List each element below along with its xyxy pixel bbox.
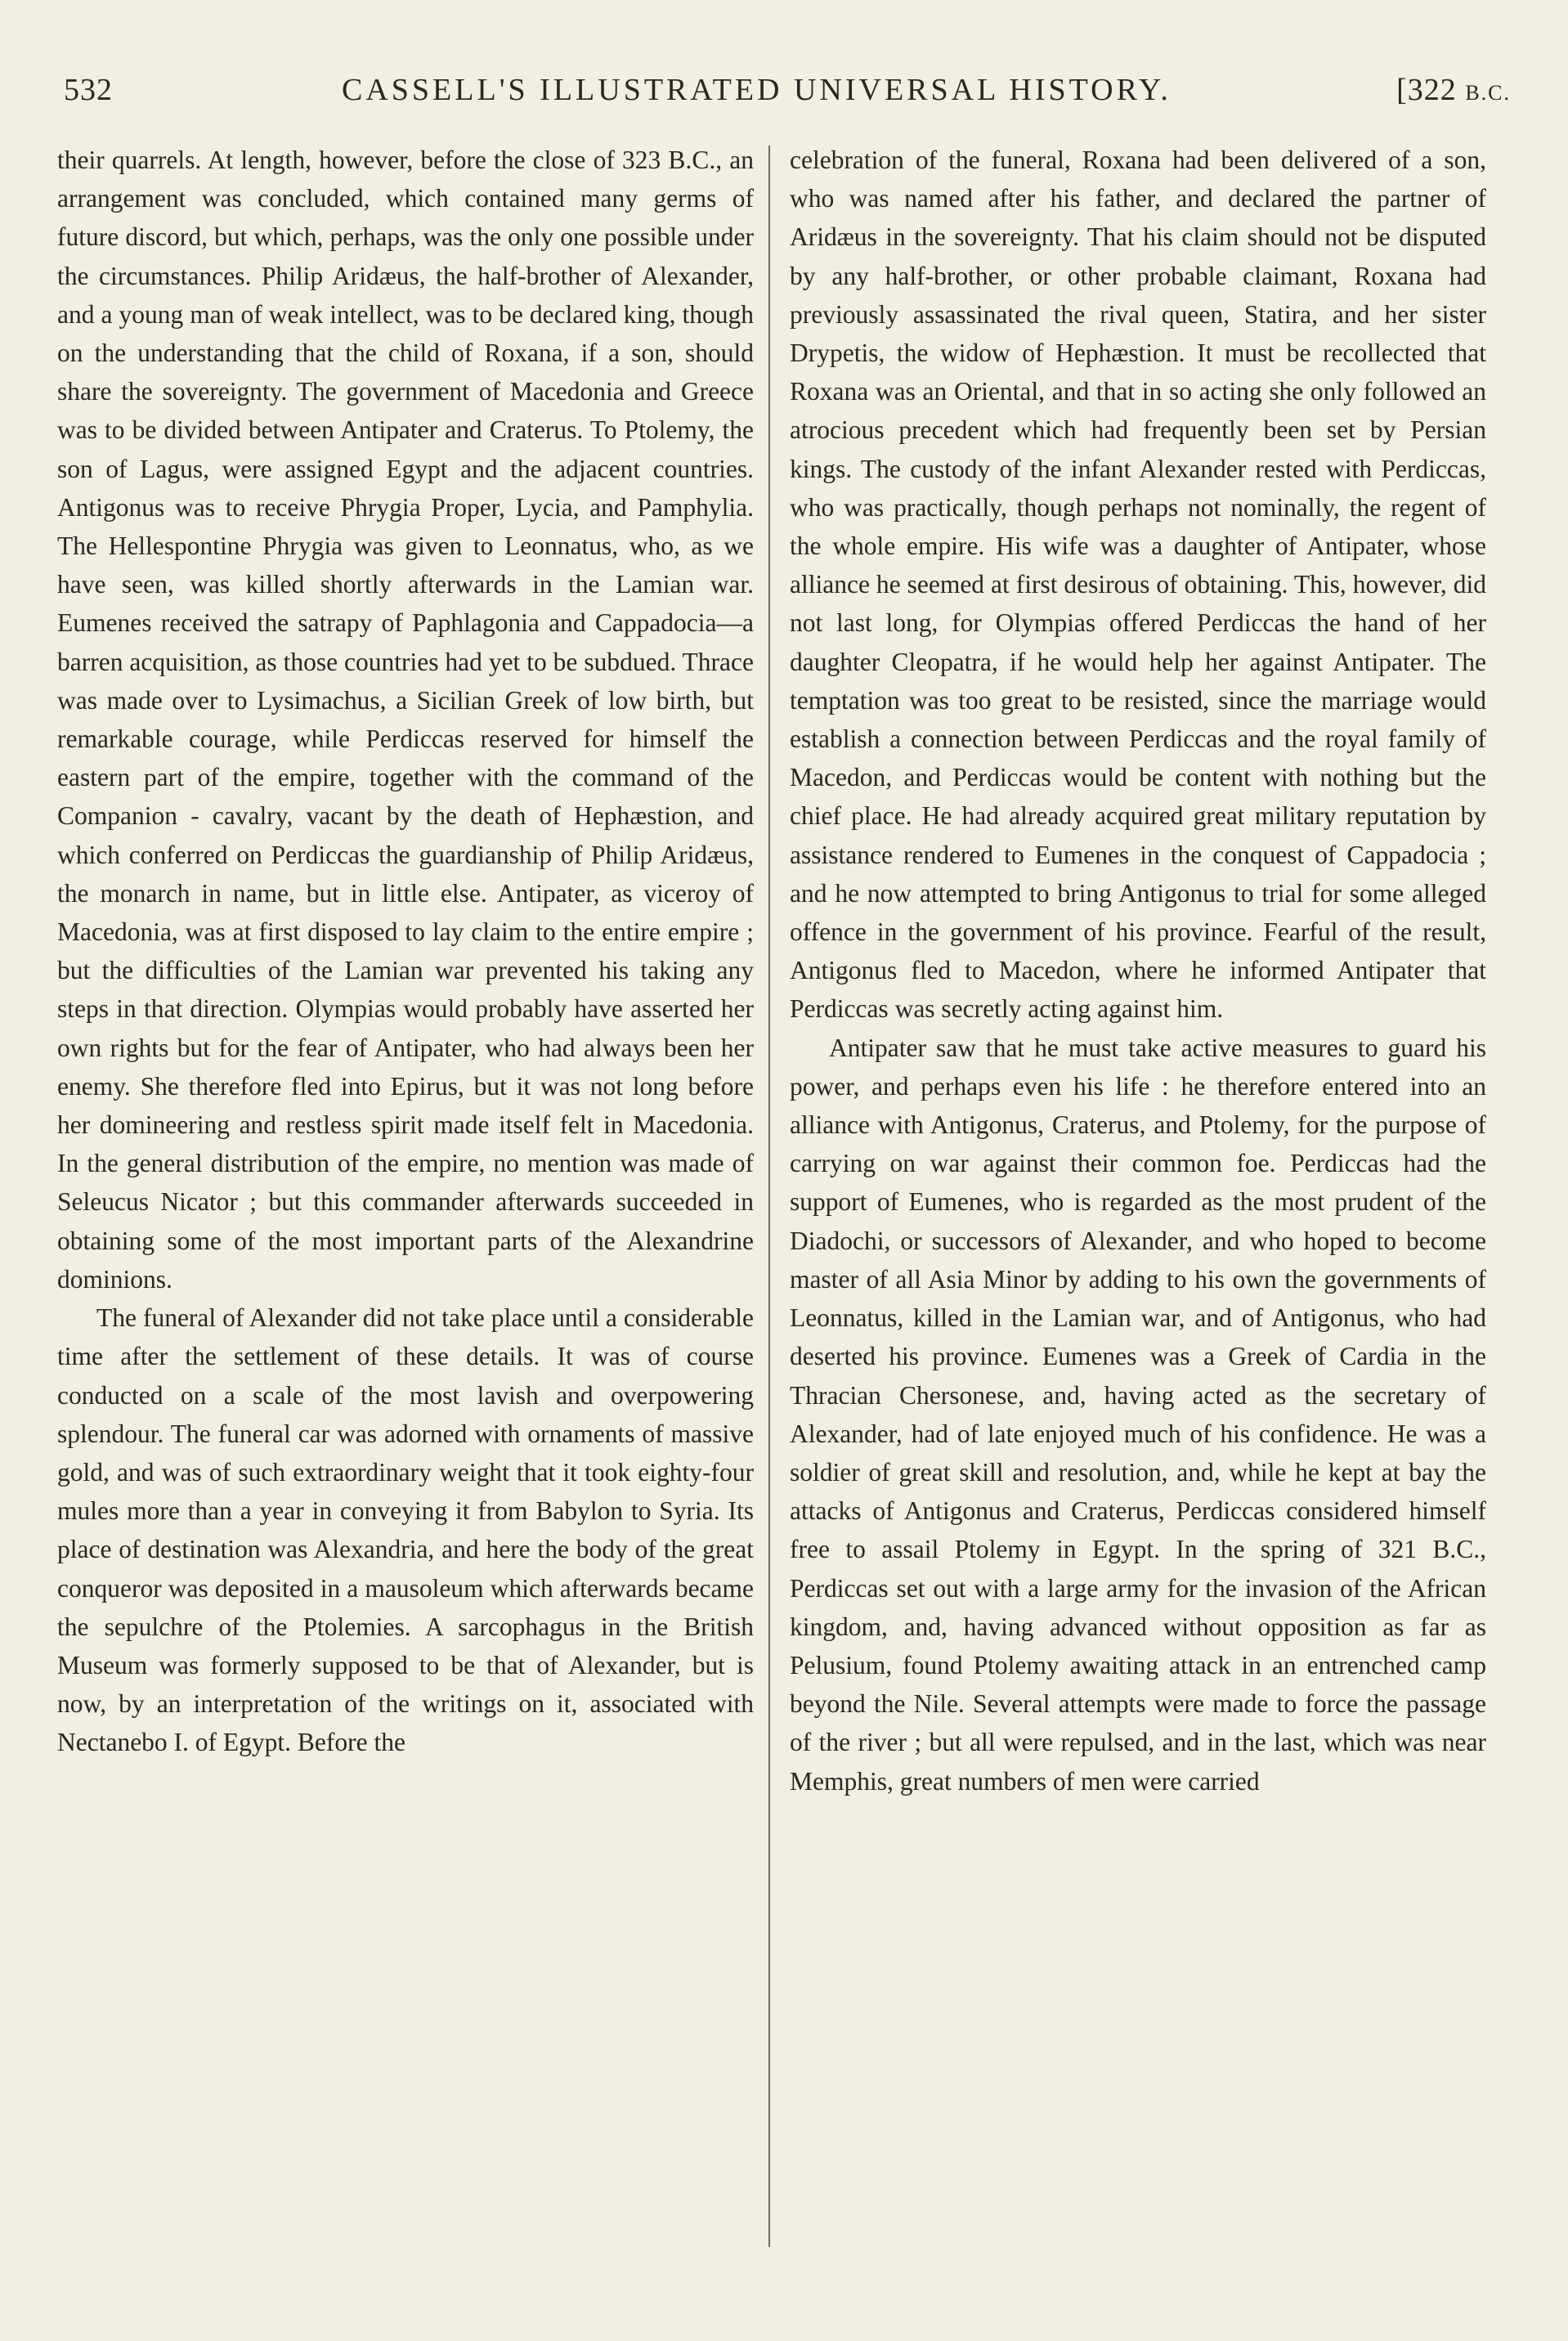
right-paragraph-1: celebration of the funeral, Roxana had been delivered of a son, who was named after his father, and declared the partner of Aridæus in the sovereignty. That his claim should not be disputed by any half-brother, or other probable claimant, Roxana had previously assassinated the rival queen, Statira, and her sister Drypetis, the widow of Hephæstion. It must be recollected that Roxana was an Oriental, and that in so acting she only followed an atrocious precedent which had frequently been set by Persian kings. The custody of the infant Alexander rested with Perdiccas, who was practically, though perhaps not nominally, the regent of the whole empire. His wife was a daughter of Antipater, whose alliance he seemed at first desirous of obtaining. This, however, did not last long, for Olympias offered Perdiccas the hand of her daughter Cleopatra, if he would help her against Antipater. The temptation was too great to be resisted, since the marriage would establish a connection between Perdiccas and the royal family of Macedon, and Perdiccas would be content with nothing but the chief place. He had already acquired great military reputation by assistance rendered to Eumenes in the conquest of Cappadocia ; and he now attempted to bring Antigonus to trial for some alleged offence in the government of his province. Fearful of the result, Antigonus fled to Macedon, where he informed Antipater that Perdiccas was secretly acting against him. (790, 146, 1486, 1024)
column-divider (768, 146, 770, 2247)
header-date-year: [322 (1396, 73, 1457, 107)
running-title: CASSELL'S ILLUSTRATED UNIVERSAL HISTORY. (342, 73, 1172, 107)
page-number: 532 (64, 73, 113, 107)
left-paragraph-2: The funeral of Alexander did not take place until a considerable time after the settlement of these details. It was of course conducted on a scale of the most lavish and overpowering splendour. The funeral car was adorned with ornaments of massive gold, and was of such extraordinary weight that it took eighty-four mules more than a year in conveying it from Babylon to Syria. Its place of destination was Alexandria, and here the body of the great conqueror was deposited in a mausoleum which afterwards became the sepulchre of the Ptolemies. A sarcophagus in the British Museum was formerly supposed to be that of Alexander, but is now, by an interpretation of the writings on it, associated with Nectanebo I. of Egypt. Before the (57, 1303, 754, 1757)
header-date-era: B.C. (1465, 81, 1511, 105)
right-column (790, 141, 1486, 1801)
header-date (1396, 72, 1511, 108)
running-header (64, 67, 1511, 116)
left-column (57, 141, 754, 1762)
right-paragraph-2: Antipater saw that he must take active measures to guard his power, and perhaps even his life : he therefore entered into an alliance with Antigonus, Craterus, and Ptolemy, for the purpose of carrying on war against their common foe. Perdiccas had the support of Eumenes, who is regarded as the most prudent of the Diadochi, or successors of Alexander, and who hoped to become master of all Asia Minor by adding to his own the governments of Leonnatus, killed in the Lamian war, and of Antigonus, who had deserted his province. Eumenes was a Greek of Cardia in the Thracian Chersonese, and, having acted as the secretary of Alexander, had of late enjoyed much of his confidence. He was a soldier of great skill and resolution, and, while he kept at bay the attacks of Antigonus and Craterus, Perdiccas considered himself free to assail Ptolemy in Egypt. In the spring of 321 B.C., Perdiccas set out with a large army for the invasion of the African kingdom, and, having advanced without opposition as far as Pelusium, found Ptolemy awaiting attack in an entrenched camp beyond the Nile. Several attempts were made to force the passage of the river ; but all were repulsed, and in the last, which was near Memphis, great numbers of men were carried (790, 1033, 1486, 1796)
left-paragraph-1: their quarrels. At length, however, before the close of 323 B.C., an arrangement was concluded, which contained many germs of future discord, but which, perhaps, was the only one possible under the circumstances. Philip Aridæus, the half-brother of Alexander, and a young man of weak intellect, was to be declared king, though on the understanding that the child of Roxana, if a son, should share the sovereignty. The government of Macedonia and Greece was to be divided between Antipater and Craterus. To Ptolemy, the son of Lagus, were assigned Egypt and the adjacent countries. Antigonus was to receive Phrygia Proper, Lycia, and Pamphylia. The Hellespontine Phrygia was given to Leonnatus, who, as we have seen, was killed shortly afterwards in the Lamian war. Eumenes received the satrapy of Paphlagonia and Cappadocia—a barren acquisition, as those countries had yet to be subdued. Thrace was made over to Lysimachus, a Sicilian Greek of low birth, but remarkable courage, while Perdiccas reserved for himself the eastern part of the empire, together with the command of the Companion - cavalry, vacant by the death of Hephæstion, and which conferred on Perdiccas the guardianship of Philip Aridæus, the monarch in name, but in little else. Antipater, as viceroy of Macedonia, was at first disposed to lay claim to the entire empire ; but the difficulties of the Lamian war prevented his taking any steps in that direction. Olympias would probably have asserted her own rights but for the fear of Antipater, who had always been her enemy. She therefore fled into Epirus, but it was not long before her domineering and restless spirit made itself felt in Macedonia. In the general distribution of the empire, no mention was made of Seleucus Nicator ; but this commander afterwards succeeded in obtaining some of the most important parts of the Alexandrine dominions. (57, 146, 754, 1294)
